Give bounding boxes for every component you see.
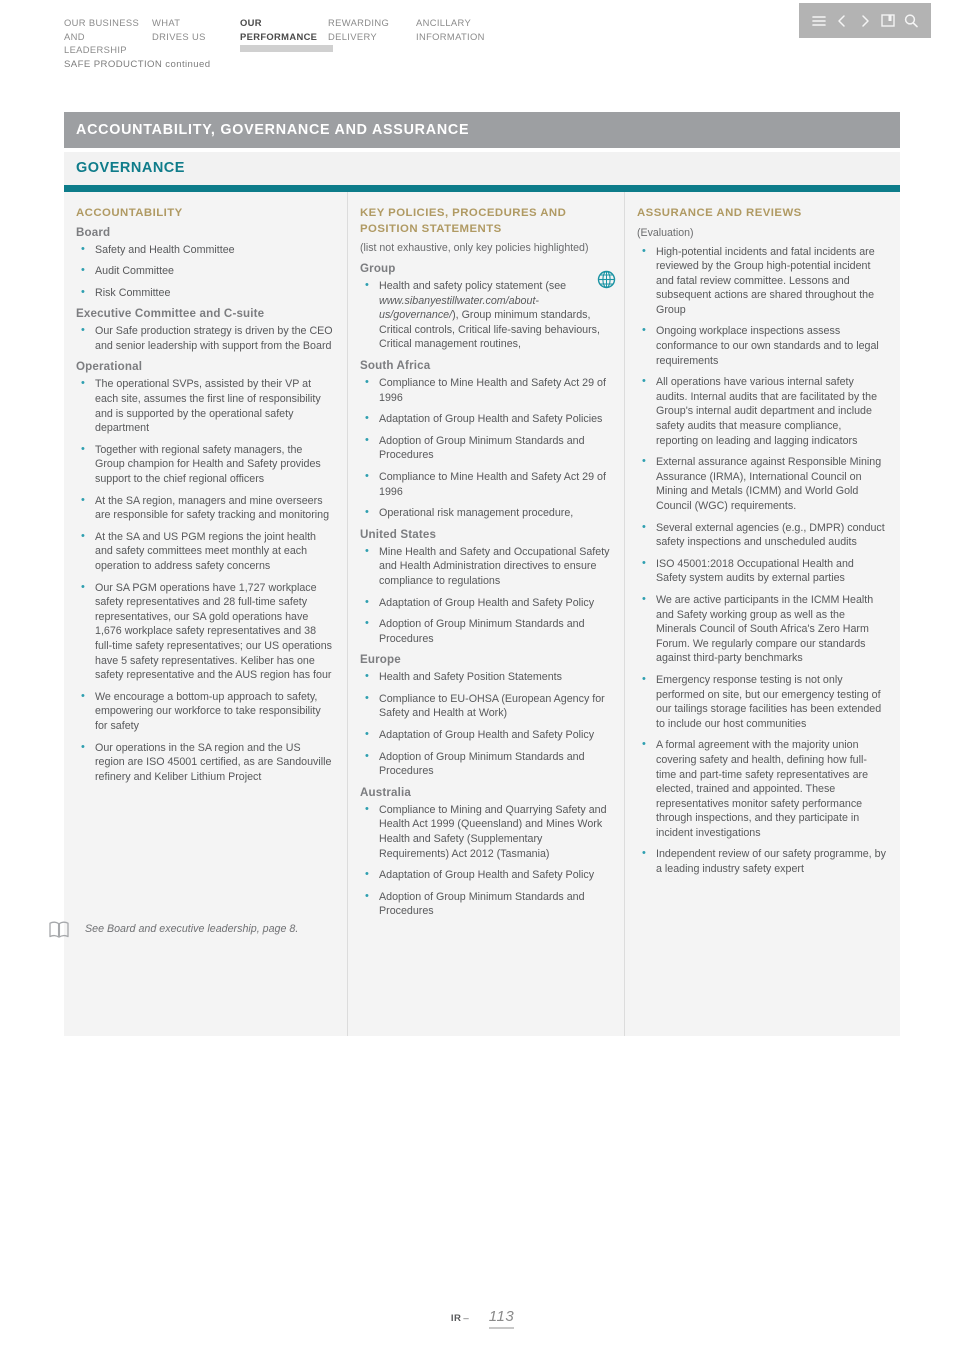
list-item: • ISO 45001:2018 Occupational Health and Safety system audits by external parties — [637, 557, 886, 586]
list-item: • Safety and Health Committee — [76, 243, 333, 258]
list-item: • External assurance against Responsible Mining Assurance (IRMA), International Council on Mining and Metals (ICMM) and World Gold Council (WGC) requirements. — [637, 455, 886, 513]
column-assurance — [624, 192, 900, 1036]
list-item: • All operations have various internal safety audits. Internal audits that are facilitated by the Group's internal audit department and include safety audits that measure compliance, reporting on leading and lagging indicators — [637, 375, 886, 448]
column-note: (Evaluation) — [637, 226, 694, 239]
list-item: • Adoption of Group Minimum Standards and Procedures — [360, 890, 610, 919]
nav-tab-our-performance[interactable] — [240, 16, 328, 52]
page-number: 113 — [489, 1308, 514, 1329]
subheading-australia: Australia — [360, 785, 411, 799]
list-europe — [360, 670, 610, 779]
section-banner — [64, 112, 900, 148]
list-item: • Our Safe production strategy is driven by the CEO and senior leadership with support from the Board — [76, 324, 333, 353]
list-item: • Our operations in the SA region and the US region are ISO 45001 certified, as are Sandouville refinery and Keliber Lithium Project — [76, 741, 333, 785]
column-title: ASSURANCE AND REVIEWS — [637, 207, 802, 219]
list-item: • Mine Health and Safety and Occupational Safety and Health Administration directives to ensure compliance to regulations — [360, 545, 610, 589]
list-item: • We are active participants in the ICMM Health and Safety working group as well as the Minerals Council of South Africa's Zero Harm Forum. We regularly compare our standards against third-party benchmarks — [637, 593, 886, 666]
list-item: • Audit Committee — [76, 264, 333, 279]
nav-tab-line2: PERFORMANCE — [240, 30, 318, 42]
subheading-operational: Operational — [76, 360, 143, 374]
list-item: • Adoption of Group Minimum Standards and Procedures — [360, 434, 610, 463]
running-head: SAFE PRODUCTION continued — [64, 59, 211, 70]
footer-report-code: IR — [450, 1313, 462, 1324]
list-board — [76, 243, 333, 301]
column-title: ACCOUNTABILITY — [76, 207, 183, 219]
list-item: • Compliance to Mine Health and Safety Act 29 of 1996 — [360, 376, 610, 405]
nav-tab-line2: DELIVERY — [328, 30, 378, 42]
column-key-policies — [347, 192, 624, 1036]
viewer-toolbar — [799, 3, 931, 38]
list-item: • High-potential incidents and fatal incidents are reviewed by the Group high-potential incident and fatal review committee. Lessons and subsequent actions are shared throughout the Group — [637, 245, 886, 318]
nav-tab-line2: DRIVES US — [152, 30, 206, 42]
subheading-south-africa: South Africa — [360, 358, 431, 372]
list-item: • Together with regional safety managers, the Group champion for Health and Safety provides support to the chief regional officers — [76, 443, 333, 487]
column-note: (list not exhaustive, only key policies highlighted) — [360, 242, 589, 254]
list-item: • Risk Committee — [76, 286, 333, 301]
cross-reference[interactable] — [48, 920, 298, 940]
nav-tab-line1: ANCILLARY — [416, 17, 472, 28]
list-item: • Adaptation of Group Health and Safety Policy — [360, 596, 610, 611]
list-item: • Emergency response testing is not only performed on site, but our emergency testing of our tailings storage facilities has been extended to include our host communities — [637, 673, 886, 731]
nav-tab-line1: WHAT — [152, 17, 181, 28]
list-item: • Several external agencies (e.g., DMPR) conduct safety inspections and unscheduled audits — [637, 521, 886, 550]
nav-tab-ancillary-information[interactable] — [416, 16, 504, 52]
nav-tab-line1: OUR — [240, 17, 262, 28]
list-item: • Health and Safety Position Statements — [360, 670, 610, 685]
list-item: • Operational risk management procedure, — [360, 506, 610, 521]
content-panel — [64, 192, 900, 1036]
book-icon — [48, 920, 70, 940]
search-icon[interactable] — [901, 11, 921, 31]
list-item: • At the SA and US PGM regions the joint health and safety committees meet monthly at each operation to address safety concerns — [76, 530, 333, 574]
list-exco — [76, 324, 333, 353]
list-australia — [360, 803, 610, 919]
nav-tab-line2: INFORMATION — [416, 30, 485, 42]
list-item: • Compliance to EU-OHSA (European Agency for Safety and Health at Work) — [360, 692, 610, 721]
list-item: • Compliance to Mine Health and Safety Act 29 of 1996 — [360, 470, 610, 499]
list-item: • Ongoing workplace inspections assess conformance to our own standards and to legal requirements — [637, 324, 886, 368]
list-item: • We encourage a bottom-up approach to safety, empowering our workforce to take responsibility for safety — [76, 690, 333, 734]
list-item: • Adoption of Group Minimum Standards and Procedures — [360, 750, 610, 779]
list-item: • Adoption of Group Minimum Standards and Procedures — [360, 617, 610, 646]
list-assurance — [637, 245, 886, 877]
list-item: • Adaptation of Group Health and Safety Policy — [360, 728, 610, 743]
column-accountability — [64, 192, 347, 1036]
nav-tab-line2: LEADERSHIP — [64, 44, 127, 55]
menu-icon[interactable] — [809, 11, 829, 31]
list-item: • Adaptation of Group Health and Safety Policy — [360, 868, 610, 883]
list-item: • Adaptation of Group Health and Safety Policies — [360, 412, 610, 427]
bookmark-icon[interactable] — [878, 11, 898, 31]
footer-dash: – — [463, 1313, 469, 1324]
list-united-states — [360, 545, 610, 647]
nav-tab-line1: REWARDING — [328, 17, 390, 28]
list-operational — [76, 377, 333, 784]
list-south-africa — [360, 376, 610, 521]
list-group — [360, 279, 610, 352]
list-item: • Independent review of our safety programme, by a leading industry safety expert — [637, 847, 886, 876]
column-title: KEY POLICIES, PROCEDURES AND POSITION STATEMENTS — [360, 207, 567, 235]
list-item: • Health and safety policy statement (see www.sibanyestillwater.com/about-us/governance/), Group minimum standards, Critical controls, Critical life-saving behaviours, Critical management routines, — [360, 279, 610, 352]
subheading-united-states: United States — [360, 527, 437, 541]
previous-page-icon[interactable] — [832, 11, 852, 31]
nav-tab-rewarding-delivery[interactable] — [328, 16, 416, 52]
list-item: • At the SA region, managers and mine overseers are responsible for safety tracking and monitoring — [76, 494, 333, 523]
subheading-exco: Executive Committee and C-suite — [76, 307, 265, 321]
cross-reference-text: See Board and executive leadership, page 8. — [85, 923, 299, 935]
section-banner-title: ACCOUNTABILITY, GOVERNANCE AND ASSURANCE — [76, 122, 470, 138]
list-item: • Our SA PGM operations have 1,727 workplace safety representatives and 28 full-time safety representatives, our SA gold operations have 1,676 workplace safety representatives and 38 full-time safety representatives; our US operations have 5 safety representatives. Keliber has one safety representative and the AUS region has four — [76, 581, 333, 683]
next-page-icon[interactable] — [855, 11, 875, 31]
governance-accent-rule — [64, 185, 900, 192]
subheading-europe: Europe — [360, 653, 401, 667]
nav-tab-line1: OUR BUSINESS AND — [64, 17, 140, 42]
page-footer — [0, 1308, 965, 1329]
list-item: • A formal agreement with the majority union covering safety and health, defining how full-time and part-time safety representatives are elected, trained and appointed. These representatives monitor safety performance through inspections, and they participate in incident investigations — [637, 738, 886, 840]
nav-tab-what-drives-us[interactable] — [152, 16, 240, 52]
subheading-board: Board — [76, 225, 111, 239]
list-item: • The operational SVPs, assisted by their VP at each site, assumes the first line of responsibility and is supported by the operational safety department — [76, 377, 333, 435]
list-item: • Compliance to Mining and Quarrying Safety and Health Act 1999 (Queensland) and Mines Work Health and Safety (Supplementary Requirements) Act 2012 (Tasmania) — [360, 803, 610, 861]
governance-title: GOVERNANCE — [76, 160, 185, 176]
subheading-group: Group — [360, 262, 396, 275]
